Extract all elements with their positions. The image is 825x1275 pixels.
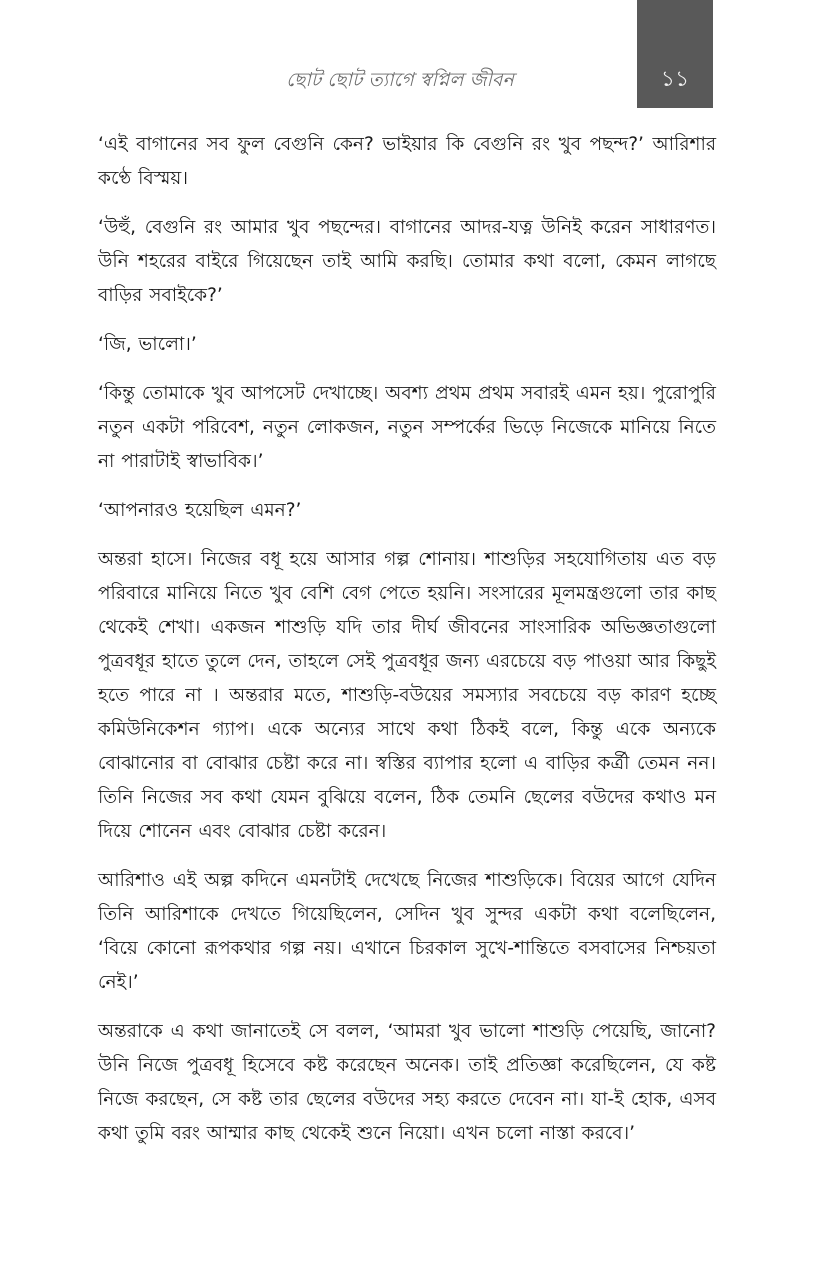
paragraph: অন্তরা হাসে। নিজের বধূ হয়ে আসার গল্প শোনায়। শাশুড়ির সহযোগিতায় এত বড় পরিবারে মানিয়ে নিতে খুব বেশি বেগ পেতে হয়নি। সংসারের মূলমন্ত্রগুলো তার কাছ থেকেই শেখা। একজন শাশুড়ি যদি তার দীর্ঘ জীবনের সাংসারিক অভিজ্ঞতাগুলো পুত্রবধূর হাতে তুলে দেন, তাহলে সেই পুত্রবধূর জন্য এরচেয়ে বড় পাওয়া আর কিছুই হতে পারে না । অন্তরার মতে, শাশুড়ি-বউয়ের সমস্যার সবচেয়ে বড় কারণ হচ্ছে কমিউনিকেশন গ্যাপ। একে অন্যের সাথে কথা ঠিকই বলে, কিন্তু একে অন্যকে বোঝানোর বা বোঝার চেষ্টা করে না। স্বস্তির ব্যাপার হলো এ বাড়ির কর্ত্রী তেমন নন। তিনি নিজের সব কথা যেমন বুঝিয়ে বলেন, ঠিক তেমনি ছেলের বউদের কথাও মন দিয়ে শোনেন এবং বোঝার চেষ্টা করেন। [98, 549, 716, 842]
paragraph: ‘এই বাগানের সব ফুল বেগুনি কেন? ভাইয়ার কি বেগুনি রং খুব পছন্দ?’ আরিশার কণ্ঠে বিস্ময়। [98, 134, 716, 189]
paragraph: ‘আপনারও হয়েছিল এমন?’ [98, 500, 302, 521]
page-number-tab [637, 0, 713, 108]
paragraph: ‘কিন্তু তোমাকে খুব আপসেট দেখাচ্ছে। অবশ্য প্রথম প্রথম সবারই এমন হয়। পুরোপুরি নতুন একটা পরিবেশ, নতুন লোকজন, নতুন সম্পর্কের ভিড়ে নিজেকে মানিয়ে নিতে না পারাটাই স্বাভাবিক।’ [98, 383, 716, 472]
paragraph: ‘উহুঁ, বেগুনি রং আমার খুব পছন্দের। বাগানের আদর-যত্ন উনিই করেন সাধারণত। উনি শহরের বাইরে গিয়েছেন তাই আমি করছি। তোমার কথা বলো, কেমন লাগছে বাড়ির সবাইকে?’ [98, 217, 716, 306]
paragraph: অন্তরাকে এ কথা জানাতেই সে বলল, ‘আমরা খুব ভালো শাশুড়ি পেয়েছি, জানো? উনি নিজে পুত্রবধূ হিসেবে কষ্ট করেছেন অনেক। তাই প্রতিজ্ঞা করেছিলেন, যে কষ্ট নিজে করছেন, সে কষ্ট তার ছেলের বউদের সহ্য করতে দেবেন না। যা-ই হোক, এসব কথা তুমি বরং আম্মার কাছ থেকেই শুনে নিয়ো। এখন চলো নাস্তা করবে।’ [98, 1021, 716, 1144]
body-text [98, 128, 716, 1166]
paragraph: আরিশাও এই অল্প কদিনে এমনটাই দেখেছে নিজের শাশুড়িকে। বিয়ের আগে যেদিন তিনি আরিশাকে দেখতে গিয়েছিলেন, সেদিন খুব সুন্দর একটা কথা বলেছিলেন, ‘বিয়ে কোনো রূপকথার গল্প নয়। এখানে চিরকাল সুখে-শান্তিতে বসবাসের নিশ্চয়তা নেই।’ [98, 870, 716, 993]
paragraph: ‘জি, ভালো।’ [98, 334, 197, 355]
page-header [0, 0, 825, 110]
page-number: ১১ [660, 67, 690, 92]
running-title: ছোট ছোট ত্যাগে স্বপ্নিল জীবন [286, 69, 514, 91]
